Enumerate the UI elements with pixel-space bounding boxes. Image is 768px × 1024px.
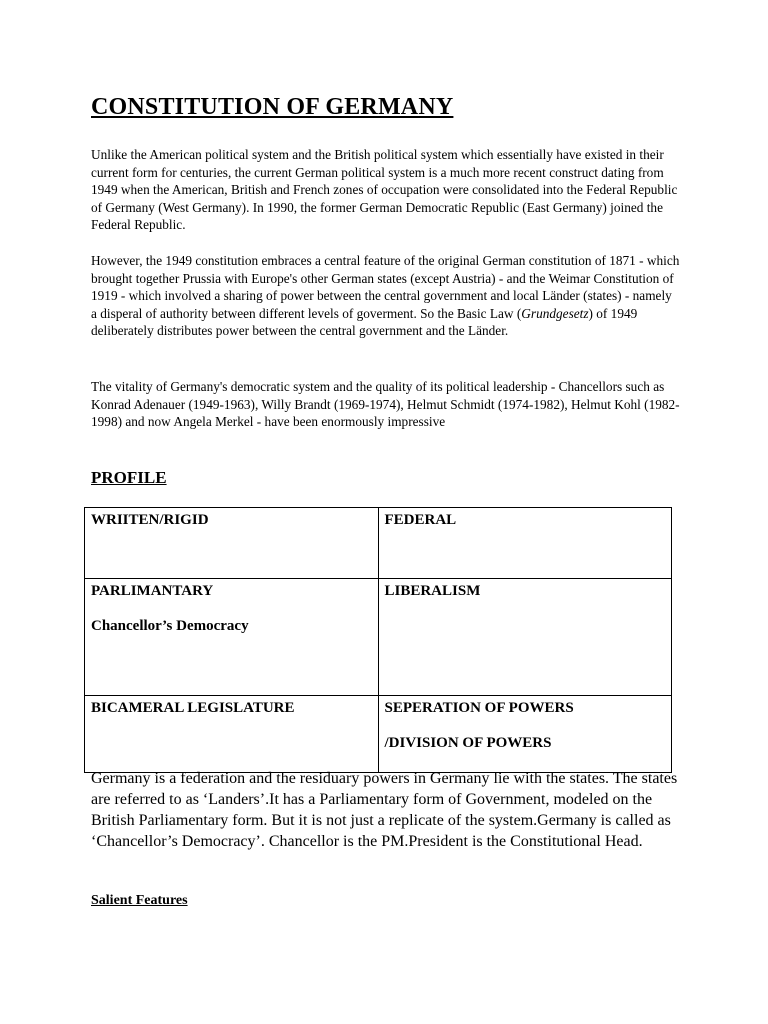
paragraph-chancellors: The vitality of Germany's democratic system and the quality of its political leadership - Chancellors such as Konrad Adenauer (1949-1963), Willy Brandt (1969-1974), Helmut Schmidt (1974-1982), Helmut Kohl (1982-1998) and now Angela Merkel - have been enormously impressive bbox=[91, 379, 680, 430]
paragraph-constitution-text-b: ) of 1949 deliberately distributes power between the central government and the Länder. bbox=[91, 305, 638, 339]
cell-text: WRIITEN/RIGID bbox=[91, 512, 209, 528]
cell-text: /DIVISION OF POWERS bbox=[384, 735, 552, 751]
table-cell-liberalism bbox=[378, 579, 672, 696]
summary-paragraph: Germany is a federation and the residuary powers in Germany lie with the states. The states are referred to as ‘Landers’.It has a Parliamentary form of Government, modeled on the British Parliamentary form. But it is not just a replicate of the system.Germany is called as ‘Chancellor’s Democracy’. Chancellor is the PM.President is the Constitutional Head. bbox=[91, 770, 678, 850]
table-cell-written-rigid bbox=[85, 508, 379, 579]
grundgesetz-term: Grundgesetz bbox=[521, 305, 589, 321]
cell-text: SEPERATION OF POWERS bbox=[384, 700, 574, 716]
table-cell-bicameral bbox=[85, 696, 379, 773]
table-cell-parliamentary bbox=[85, 579, 379, 696]
document-title: CONSTITUTION OF GERMANY bbox=[91, 94, 454, 120]
paragraph-history: Unlike the American political system and the British political system which essentially have existed in their current form for centuries, the current German political system is a much more recent construct dating from 1949 when the American, British and French zones of occupation were consolidated into the Federal Republic of Germany (West Germany). In 1990, the former German Democratic Republic (East Germany) joined the Federal Republic. bbox=[91, 147, 678, 233]
paragraph-constitution-text-a: However, the 1949 constitution embraces a central feature of the original German constitution of 1871 - which brought together Prussia with Europe's other German states (except Austria) - and the Weimar Constitution of 1919 - which involved a sharing of power between the central government and local Länder (states) - namely a disperal of authority between different levels of goverment. So the Basic Law ( bbox=[91, 253, 680, 321]
table-cell-federal bbox=[378, 508, 672, 579]
cell-text: FEDERAL bbox=[384, 512, 457, 528]
cell-text: BICAMERAL LEGISLATURE bbox=[91, 700, 295, 716]
cell-spacer bbox=[385, 717, 666, 735]
table-row bbox=[85, 696, 672, 773]
cell-text: Chancellor’s Democracy bbox=[91, 618, 249, 634]
table-cell-separation-of-powers bbox=[378, 696, 672, 773]
cell-text: PARLIMANTARY bbox=[91, 583, 214, 599]
profile-table bbox=[84, 507, 672, 773]
cell-text: LIBERALISM bbox=[384, 583, 481, 599]
table-row bbox=[85, 579, 672, 696]
cell-spacer bbox=[91, 600, 372, 618]
profile-heading: PROFILE bbox=[91, 468, 167, 487]
salient-features-heading: Salient Features bbox=[91, 893, 188, 908]
table-row bbox=[85, 508, 672, 579]
paragraph-constitution bbox=[91, 252, 681, 340]
